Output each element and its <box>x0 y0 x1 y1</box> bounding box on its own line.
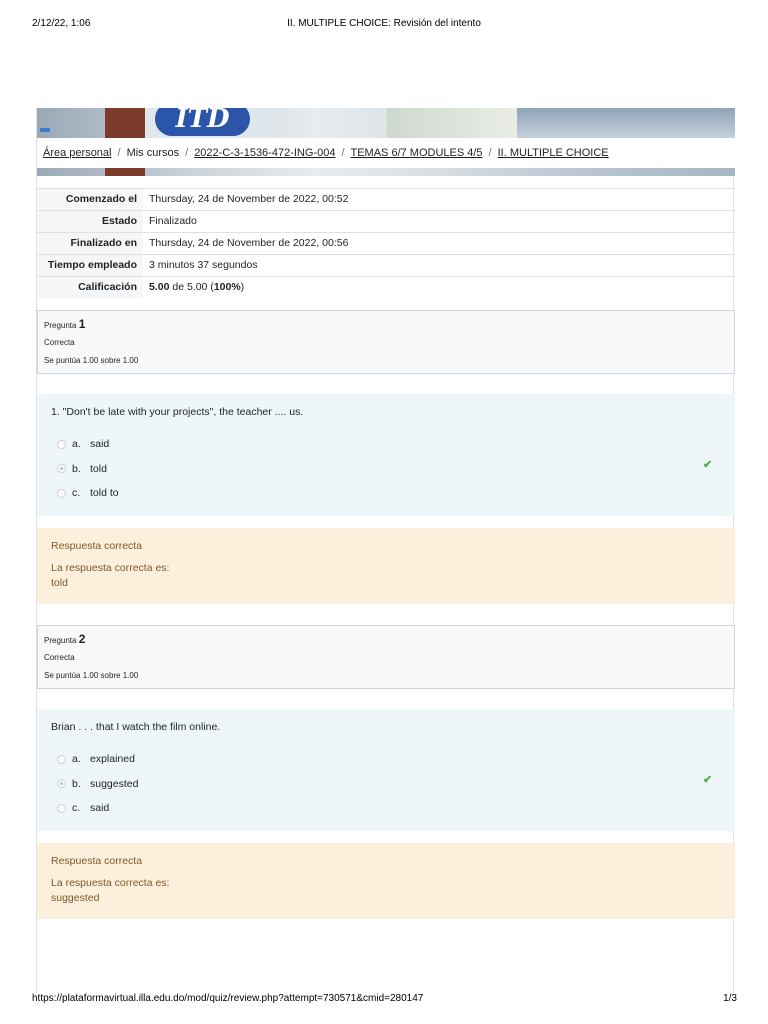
question-feedback <box>37 528 735 604</box>
breadcrumb <box>37 138 735 168</box>
print-footer <box>0 993 768 1007</box>
summary-label: Finalizado en <box>37 233 143 255</box>
summary-row-grade <box>37 277 735 299</box>
banner-sky <box>495 108 735 138</box>
radio-button[interactable] <box>57 804 66 813</box>
option-letter: a. <box>72 438 81 451</box>
summary-row-time <box>37 255 735 277</box>
radio-button[interactable] <box>57 489 66 498</box>
question-state: Correcta <box>44 338 75 347</box>
radio-button[interactable] <box>57 755 66 764</box>
breadcrumb-separator: / <box>488 147 492 159</box>
option-text: suggested <box>90 777 139 790</box>
right-answer: suggested <box>51 892 100 904</box>
question-formulation <box>37 394 735 516</box>
breadcrumb-area-personal[interactable]: Área personal <box>43 147 112 159</box>
question-grade: Se puntúa 1.00 sobre 1.00 <box>44 671 139 680</box>
option-text: told to <box>90 487 119 500</box>
feedback-title: Respuesta correcta <box>51 540 143 552</box>
course-banner <box>37 108 735 176</box>
institution-logo: ITD <box>155 108 250 136</box>
right-answer: told <box>51 577 68 589</box>
answer-option[interactable] <box>51 457 721 482</box>
radio-button-checked[interactable] <box>57 464 66 473</box>
question-text: Brian . . . that I watch the film online. <box>51 721 221 733</box>
breadcrumb-separator: / <box>117 147 121 159</box>
answer-option[interactable] <box>51 747 721 772</box>
grade-score: 5.00 <box>149 281 170 293</box>
option-text: said <box>90 802 110 815</box>
summary-label: Comenzado el <box>37 189 143 211</box>
print-url: https://plataformavirtual.illa.edu.do/mod/quiz/review.php?attempt=730571&cmid=280147 <box>32 993 424 1004</box>
page-content <box>36 108 734 993</box>
question-prefix: Pregunta <box>44 636 79 645</box>
question-number <box>44 632 728 646</box>
print-date: 2/12/22, 1:06 <box>32 18 91 29</box>
summary-label: Tiempo empleado <box>37 255 143 277</box>
menu-toggle-icon[interactable] <box>40 128 50 132</box>
check-icon: ✔ <box>703 774 713 786</box>
breadcrumb-separator: / <box>185 147 189 159</box>
option-letter: b. <box>72 462 81 475</box>
question-grade: Se puntúa 1.00 sobre 1.00 <box>44 356 139 365</box>
radio-button[interactable] <box>57 440 66 449</box>
summary-row-state <box>37 211 735 233</box>
answer-option[interactable] <box>51 796 721 821</box>
question-info <box>37 310 735 374</box>
question-number-value: 1 <box>78 317 86 331</box>
option-text: said <box>90 438 110 451</box>
summary-label: Calificación <box>37 277 143 299</box>
question-text: 1. "Don't be late with your projects", the teacher .... us. <box>51 406 304 418</box>
option-letter: a. <box>72 753 81 766</box>
question-state: Correcta <box>44 653 75 662</box>
summary-value: Thursday, 24 de November de 2022, 00:56 <box>149 237 349 249</box>
breadcrumb-separator: / <box>341 147 345 159</box>
question-number <box>44 317 728 331</box>
feedback-title: Respuesta correcta <box>51 855 143 867</box>
grade-of: de 5.00 ( <box>169 281 214 293</box>
answer-options <box>51 747 721 821</box>
question-formulation <box>37 709 735 831</box>
option-letter: c. <box>72 487 81 500</box>
summary-row-finished <box>37 233 735 255</box>
grade-percent: 100% <box>213 281 241 293</box>
option-text: told <box>90 462 107 475</box>
question-number-value: 2 <box>78 632 86 646</box>
answer-option[interactable] <box>51 481 721 506</box>
breadcrumb-course[interactable]: 2022-C-3-1536-472-ING-004 <box>194 147 336 159</box>
question-feedback <box>37 843 735 919</box>
radio-button-checked[interactable] <box>57 779 66 788</box>
breadcrumb-quiz[interactable]: II. MULTIPLE CHOICE <box>497 147 609 159</box>
summary-value: 3 minutos 37 segundos <box>149 259 258 271</box>
summary-row-started <box>37 189 735 211</box>
right-answer-label: La respuesta correcta es: <box>51 877 170 889</box>
check-icon: ✔ <box>703 459 713 471</box>
question-info <box>37 625 735 689</box>
breadcrumb-mis-cursos: Mis cursos <box>126 147 180 159</box>
print-page-number: 1/3 <box>723 993 737 1004</box>
grade-close: ) <box>240 281 245 293</box>
answer-options <box>51 432 721 506</box>
print-title: II. MULTIPLE CHOICE: Revisión del intento <box>287 18 481 29</box>
print-header <box>0 18 768 32</box>
summary-value <box>143 277 735 299</box>
option-letter: c. <box>72 802 81 815</box>
banner-windows <box>387 108 517 138</box>
summary-value: Thursday, 24 de November de 2022, 00:52 <box>149 193 349 205</box>
summary-value: Finalizado <box>149 215 197 227</box>
question-prefix: Pregunta <box>44 321 79 330</box>
option-text: explained <box>90 753 135 766</box>
breadcrumb-section[interactable]: TEMAS 6/7 MODULES 4/5 <box>350 147 483 159</box>
attempt-summary-table <box>37 188 735 298</box>
answer-option[interactable] <box>51 772 721 797</box>
right-answer-label: La respuesta correcta es: <box>51 562 170 574</box>
answer-option[interactable] <box>51 432 721 457</box>
option-letter: b. <box>72 777 81 790</box>
summary-label: Estado <box>37 211 143 233</box>
